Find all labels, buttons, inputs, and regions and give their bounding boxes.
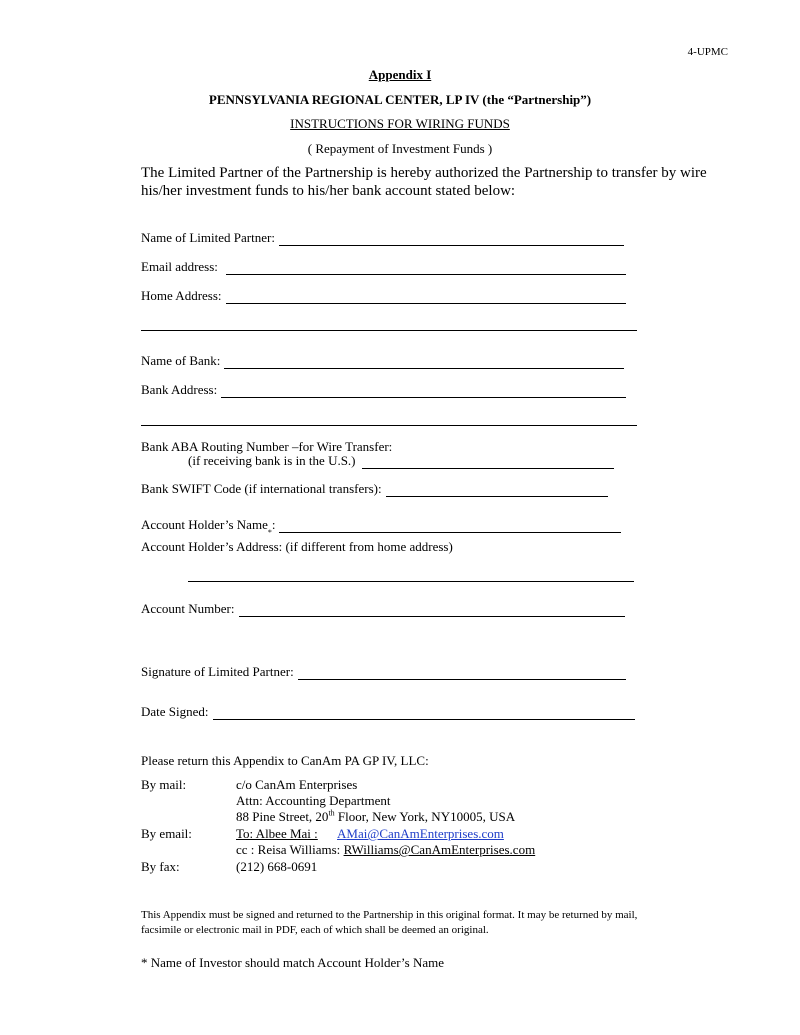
bank-name-field[interactable] xyxy=(141,353,624,369)
mail-floor-suffix: th xyxy=(328,808,335,818)
email-cc-line xyxy=(236,842,535,858)
signature-line[interactable] xyxy=(298,665,626,680)
email-cc-link[interactable]: RWilliams@CanAmEnterprises.com xyxy=(343,842,536,857)
email-method-label: By email: xyxy=(141,826,192,841)
aba-line[interactable] xyxy=(362,454,614,469)
email-label: Email address: xyxy=(141,259,218,274)
email-to-name: To: Albee Mai : xyxy=(236,826,318,841)
swift-label: Bank SWIFT Code (if international transfers): xyxy=(141,481,382,496)
signing-note: This Appendix must be signed and returned to the Partnership in this original format. It may be returned by mail, facsimile or electronic mail in PDF, each of which shall be deemed an original. xyxy=(141,909,638,936)
partner-name-field[interactable] xyxy=(141,230,624,246)
mail-label: By mail: xyxy=(141,777,187,792)
date-signed-line[interactable] xyxy=(213,705,635,720)
bank-address-label: Bank Address: xyxy=(141,382,218,397)
email-line[interactable] xyxy=(226,260,626,275)
partnership-title: PENNSYLVANIA REGIONAL CENTER, LP IV (the “Partnership”) xyxy=(208,92,592,107)
bank-address-line[interactable] xyxy=(221,383,626,398)
aba-label: Bank ABA Routing Number –for Wire Transfer: xyxy=(141,439,393,454)
fax-number: (212) 668-0691 xyxy=(236,859,318,874)
appendix-title: Appendix I xyxy=(368,67,432,82)
intro-paragraph: The Limited Partner of the Partnership is hereby authorized the Partnership to transfer by wire his/her investment funds to his/her bank account stated below: xyxy=(141,165,707,199)
home-address-label: Home Address: xyxy=(141,288,222,303)
bank-name-label: Name of Bank: xyxy=(141,353,221,368)
account-number-line[interactable] xyxy=(239,602,625,617)
partner-name-label: Name of Limited Partner: xyxy=(141,230,275,245)
partner-name-line[interactable] xyxy=(279,231,624,246)
account-number-label: Account Number: xyxy=(141,601,235,616)
holder-name-line[interactable] xyxy=(279,518,621,533)
account-number-field[interactable] xyxy=(141,601,625,617)
signature-label: Signature of Limited Partner: xyxy=(141,664,294,679)
date-signed-field[interactable] xyxy=(141,704,635,720)
email-to-link[interactable]: AMai@CanAmEnterprises.com xyxy=(337,826,504,841)
mail-line-3 xyxy=(236,809,515,825)
home-address-line-2[interactable] xyxy=(141,330,637,331)
document-code: 4-UPMC xyxy=(687,46,728,58)
fax-label: By fax: xyxy=(141,859,180,874)
footnote: * Name of Investor should match Account Holder’s Name xyxy=(141,955,445,970)
swift-line[interactable] xyxy=(386,482,608,497)
holder-name-label: Account Holder’s Name xyxy=(141,517,268,532)
swift-field[interactable] xyxy=(141,481,608,497)
date-signed-label: Date Signed: xyxy=(141,704,209,719)
holder-name-colon: : xyxy=(271,517,276,532)
bank-address-line-2[interactable] xyxy=(141,425,637,426)
return-intro: Please return this Appendix to CanAm PA GP IV, LLC: xyxy=(141,753,429,768)
bank-name-line[interactable] xyxy=(224,354,624,369)
home-address-line[interactable] xyxy=(226,289,626,304)
aba-field[interactable] xyxy=(188,453,614,469)
email-field[interactable] xyxy=(141,259,626,275)
holder-name-field[interactable]: Account Holder’s Name * : xyxy=(141,517,621,533)
mail-line-2: Attn: Accounting Department xyxy=(236,793,391,808)
home-address-field[interactable] xyxy=(141,288,626,304)
mail-city: Floor, New York, NY10005, USA xyxy=(334,809,516,824)
holder-address-label: Account Holder’s Address: (if different from home address) xyxy=(141,539,453,554)
holder-address-line[interactable] xyxy=(188,581,634,582)
signature-field[interactable] xyxy=(141,664,626,680)
bank-address-field[interactable] xyxy=(141,382,626,398)
form-subtitle: INSTRUCTIONS FOR WIRING FUNDS xyxy=(290,116,510,131)
mail-line-1: c/o CanAm Enterprises xyxy=(236,777,358,792)
aba-sublabel: (if receiving bank is in the U.S.) xyxy=(188,453,356,468)
email-cc-name: cc : Reisa Williams: xyxy=(236,842,341,857)
mail-street: 88 Pine Street, 20 xyxy=(236,809,329,824)
form-purpose: ( Repayment of Investment Funds ) xyxy=(307,141,493,156)
email-to-line xyxy=(236,826,504,842)
